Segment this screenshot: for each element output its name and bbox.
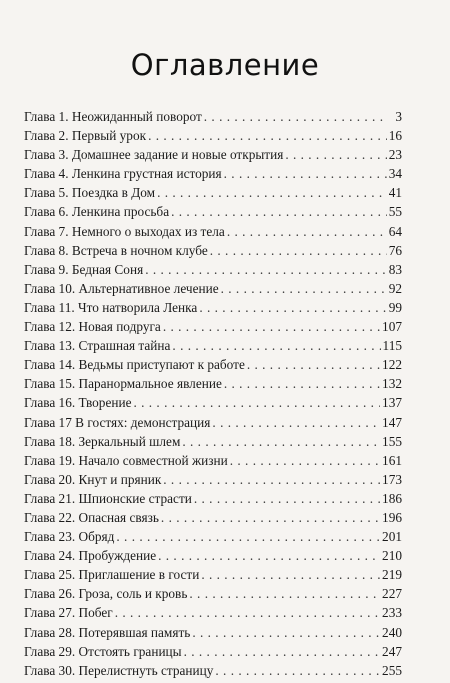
toc-dot-leader — [204, 107, 388, 126]
toc-entry — [24, 546, 402, 565]
toc-entry — [24, 661, 402, 680]
toc-entry-label: Глава 11. Что натворила Ленка — [24, 299, 198, 315]
toc-entry-label: Глава 6. Ленкина просьба — [24, 204, 170, 220]
toc-entry-label: Глава 25. Приглашение в гости — [24, 567, 200, 583]
toc-dot-leader — [224, 164, 387, 183]
toc-entry-page: 122 — [382, 357, 402, 373]
toc-dot-leader — [215, 661, 380, 680]
toc-entry-page: 147 — [382, 414, 402, 430]
toc-dot-leader — [171, 202, 387, 221]
toc-entry-label: Глава 14. Ведьмы приступают к работе — [24, 357, 245, 373]
toc-entry-label: Глава 15. Паранормальное явление — [24, 376, 222, 392]
toc-entry-label: Глава 12. Новая подруга — [24, 319, 161, 335]
toc-entry-page: 34 — [388, 166, 402, 182]
toc-dot-leader — [145, 260, 387, 279]
toc-dot-leader — [163, 470, 380, 489]
toc-entry-page: 107 — [382, 319, 402, 335]
toc-entry-page: 240 — [382, 624, 402, 640]
toc-entry — [24, 222, 402, 241]
toc-dot-leader — [182, 432, 380, 451]
toc-entry — [24, 393, 402, 412]
toc-entry — [24, 432, 402, 451]
toc-dot-leader — [158, 546, 380, 565]
toc-entry-page: 196 — [382, 509, 402, 525]
toc-entry-page: 76 — [388, 242, 402, 258]
toc-entry — [24, 413, 402, 432]
toc-dot-leader — [194, 489, 380, 508]
toc-dot-leader — [161, 508, 380, 527]
toc-entry-label: Глава 1. Неожиданный поворот — [24, 109, 202, 124]
toc-dot-leader — [285, 145, 386, 164]
toc-entry — [24, 527, 402, 546]
toc-entry-page: 64 — [388, 223, 402, 239]
toc-entry — [24, 374, 402, 393]
toc-entry-label: Глава 8. Встреча в ночном клубе — [24, 242, 208, 258]
toc-entry-label: Глава 2. Первый урок — [24, 128, 147, 144]
toc-entry-label: Глава 20. Кнут и пряник — [24, 471, 162, 487]
toc-entry-page: 186 — [382, 490, 402, 506]
toc-entry-label: Глава 21. Шпионские страсти — [24, 490, 192, 506]
toc-entry-label: Глава 16. Творение — [24, 395, 132, 411]
toc-entry-label: Глава 24. Пробуждение — [24, 548, 157, 564]
toc-dot-leader — [230, 451, 380, 470]
toc-entry-label: Глава 10. Альтернативное лечение — [24, 280, 219, 296]
toc-entry-label: Глава 30. Перелистнуть страницу — [24, 662, 214, 678]
toc-entry — [24, 241, 402, 260]
toc-entry-page: 255 — [382, 662, 402, 678]
toc-entry-page: 247 — [382, 643, 402, 659]
toc-entry — [24, 202, 402, 221]
toc-entry — [24, 603, 402, 622]
toc-entry — [24, 336, 402, 355]
toc-dot-leader — [133, 393, 380, 412]
toc-dot-leader — [192, 623, 380, 642]
toc-dot-leader — [189, 584, 380, 603]
toc-dot-leader — [116, 527, 380, 546]
toc-entry — [24, 145, 402, 164]
toc-entry-page: 173 — [382, 471, 402, 487]
toc-entry-page: 155 — [382, 433, 402, 449]
toc-entry — [24, 565, 402, 584]
toc-entry — [24, 260, 402, 279]
toc-entry-page: 99 — [388, 299, 402, 315]
toc-entry-page: 3 — [395, 109, 402, 124]
toc-entry-page: 210 — [382, 548, 402, 564]
toc-entry — [24, 126, 402, 145]
toc-entry-label: Глава 27. Побег — [24, 605, 113, 621]
toc-entry-page: 23 — [388, 147, 402, 163]
toc-entry-page: 115 — [382, 338, 402, 354]
toc-entry-label: Глава 29. Отстоять границы — [24, 643, 182, 659]
toc-dot-leader — [247, 355, 380, 374]
toc-entry-label: Глава 13. Страшная тайна — [24, 338, 171, 354]
toc-entry-label: Глава 18. Зеркальный шлем — [24, 433, 181, 449]
toc-entry-label: Глава 19. Начало совместной жизни — [24, 452, 228, 468]
toc-entry-page: 83 — [388, 261, 402, 277]
toc-dot-leader — [184, 642, 380, 661]
toc-dot-leader — [201, 565, 380, 584]
toc-entry-label: Глава 26. Гроза, соль и кровь — [24, 586, 188, 602]
toc-dot-leader — [210, 241, 387, 260]
toc-entry-label: Глава 4. Ленкина грустная история — [24, 166, 222, 182]
toc-entry — [24, 164, 402, 183]
table-of-contents — [24, 107, 402, 680]
toc-entry — [24, 508, 402, 527]
toc-entry — [24, 623, 402, 642]
toc-dot-leader — [115, 603, 380, 622]
toc-entry — [24, 317, 402, 336]
toc-entry-page: 233 — [382, 605, 402, 621]
toc-entry — [24, 470, 402, 489]
toc-entry-page: 92 — [388, 280, 402, 296]
toc-entry — [24, 642, 402, 661]
toc-entry-page: 137 — [382, 395, 402, 411]
toc-entry-label: Глава 17 В гостях: демонстрация — [24, 414, 211, 430]
toc-dot-leader — [199, 298, 386, 317]
toc-entry — [24, 279, 402, 298]
toc-dot-leader — [221, 279, 387, 298]
toc-entry-label: Глава 23. Обряд — [24, 529, 115, 545]
toc-entry-page: 219 — [382, 567, 402, 583]
toc-entry — [24, 107, 402, 126]
toc-entry — [24, 584, 402, 603]
toc-entry-page: 161 — [382, 452, 402, 468]
toc-entry — [24, 183, 402, 202]
toc-dot-leader — [224, 374, 380, 393]
toc-entry-page: 16 — [388, 128, 402, 144]
toc-dot-leader — [148, 126, 387, 145]
toc-entry — [24, 298, 402, 317]
toc-entry — [24, 489, 402, 508]
toc-dot-leader — [172, 336, 380, 355]
toc-entry-label: Глава 7. Немного о выходах из тела — [24, 223, 225, 239]
toc-entry-label: Глава 3. Домашнее задание и новые открытия — [24, 147, 284, 163]
toc-entry-page: 132 — [382, 376, 402, 392]
toc-dot-leader — [157, 183, 387, 202]
toc-entry-page: 41 — [388, 185, 402, 201]
toc-entry-label: Глава 9. Бедная Соня — [24, 261, 144, 277]
page-title: Оглавление — [130, 48, 320, 82]
toc-entry-page: 201 — [382, 529, 402, 545]
toc-entry-page: 227 — [382, 586, 402, 602]
toc-entry-page: 55 — [388, 204, 402, 220]
toc-dot-leader — [212, 413, 380, 432]
toc-dot-leader — [163, 317, 380, 336]
toc-entry — [24, 355, 402, 374]
toc-dot-leader — [227, 222, 387, 241]
toc-entry — [24, 451, 402, 470]
toc-entry-label: Глава 22. Опасная связь — [24, 509, 159, 525]
toc-entry-label: Глава 5. Поездка в Дом — [24, 185, 156, 201]
toc-entry-label: Глава 28. Потерявшая память — [24, 624, 191, 640]
